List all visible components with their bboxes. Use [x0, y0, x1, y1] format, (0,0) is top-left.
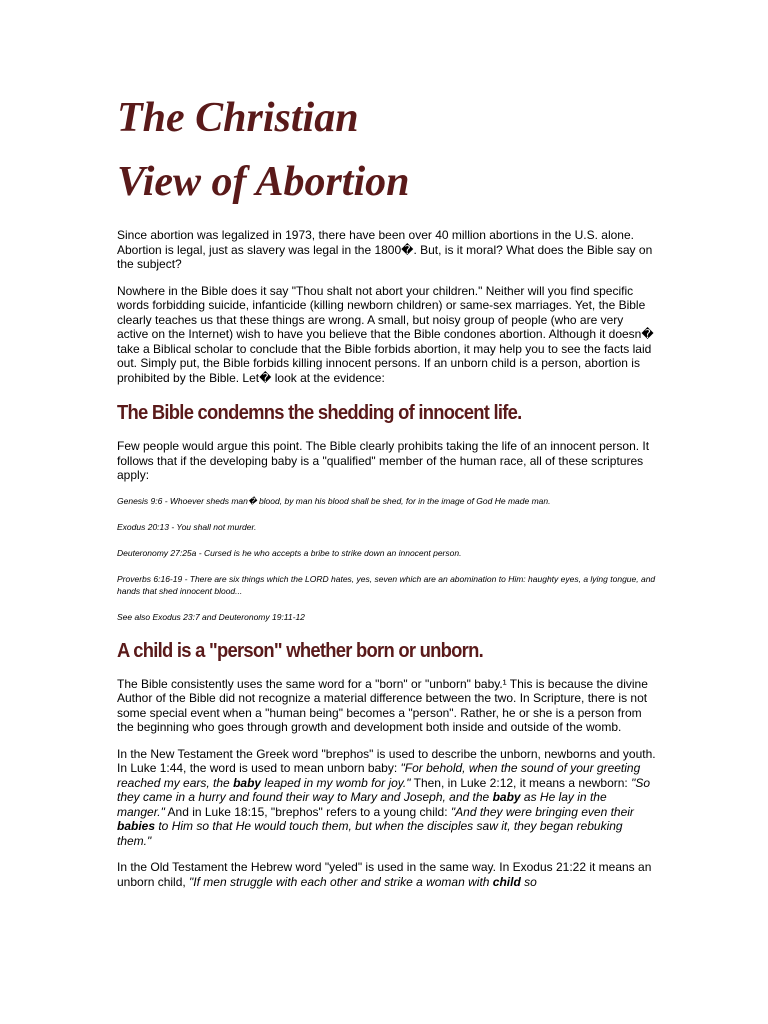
section-heading-child-person: A child is a "person" whether born or unborn. [117, 639, 483, 662]
quote-text: as He lay in the manger." [117, 790, 607, 819]
document-title [117, 86, 657, 214]
quote-text: so [520, 874, 537, 889]
quote-text: leaped in my womb for joy." [261, 775, 411, 790]
title-line-2: View of Abortion [117, 159, 410, 205]
text-run: Then, in Luke 2:12, it means a newborn: [410, 775, 632, 790]
scripture-verse: Deuteronomy 27:25a - Cursed is he who accepts a bribe to strike down an innocent person. [117, 547, 462, 558]
quote-text: "If men struggle with each other and strike a woman with [189, 874, 493, 889]
section-heading-innocent-life: The Bible condemns the shedding of innocent life. [117, 402, 522, 424]
text-run: In the New Testament the Greek word "brephos" is used to describe the unborn, newborns and youth. In Luke 1:44, the word is used to mean unborn baby: [117, 746, 656, 775]
section1-paragraph: Few people would argue this point. The Bible clearly prohibits taking the life of an innocent person. It follows that if the developing baby is a "qualified" member of the human race, all of these scriptures apply: [117, 439, 650, 482]
scripture-verse: Proverbs 6:16-19 - There are six things which the LORD hates, yes, seven which are an abomination to Him: haughty eyes, a lying tongue, and hands that shed innocent blood... [117, 573, 656, 596]
quote-emphasis: child [492, 874, 521, 889]
title-line-1: The Christian [117, 95, 359, 141]
intro-paragraph-1: Since abortion was legalized in 1973, there have been over 40 million abortions in the U.S. alone. Abortion is legal, just as slavery was legal in the 1800�. But, is it moral? What does the Bible say on the subject? [117, 228, 653, 271]
text-run: And in Luke 18:15, "brephos" refers to a young child: [164, 804, 451, 819]
quote-emphasis: baby [492, 790, 521, 804]
quote-text: "So they came in a hurry and found their way to Mary and Joseph, and the [117, 775, 651, 804]
quote-emphasis: babies [117, 819, 156, 833]
quote-text: "And they were bringing even their [450, 804, 634, 819]
scripture-verse: Exodus 20:13 - You shall not murder. [117, 521, 257, 532]
quote-text: "For behold, when the sound of your greeting reached my ears, the [117, 761, 641, 790]
scripture-verse: Genesis 9:6 - Whoever sheds man� blood, by man his blood shall be shed, for in the image of God He made man. [117, 495, 551, 506]
scripture-see-also: See also Exodus 23:7 and Deuteronomy 19:11-12 [117, 611, 305, 622]
section2-paragraph-2 [117, 747, 657, 849]
document-page [117, 86, 657, 901]
text-run: In the Old Testament the Hebrew word "yeled" is used in the same way. In Exodus 21:22 it means an unborn child, [117, 860, 652, 889]
quote-emphasis: baby [233, 775, 262, 790]
quote-text: to Him so that He would touch them, but when the disciples saw it, they began rebuking them." [117, 819, 623, 848]
intro-paragraph-2: Nowhere in the Bible does it say "Thou shalt not abort your children." Neither will you find specific words forbidding suicide, infanticide (killing newborn children) or same-sex marriages. Yet, the Bible clearly teaches us that these things are wrong. A small, but noisy group of people (who are very active on the Internet) wish to have you believe that the Bible condones abortion. Although it doesn� take a Biblical scholar to conclude that the Bible forbids abortion, it may help you to see the facts laid out. Simply put, the Bible forbids killing innocent persons. If an unborn child is a person, abortion is prohibited by the Bible. Let� look at the evidence: [117, 283, 654, 385]
section2-paragraph-1: The Bible consistently uses the same word for a "born" or "unborn" baby.¹ This is because the divine Author of the Bible did not recognize a material difference between the two. In Scripture, there is not some special event when a "human being" becomes a "person". Rather, he or she is a person from the beginning who goes through growth and development both inside and outside of the womb. [117, 676, 648, 734]
section2-paragraph-3 [117, 860, 657, 889]
